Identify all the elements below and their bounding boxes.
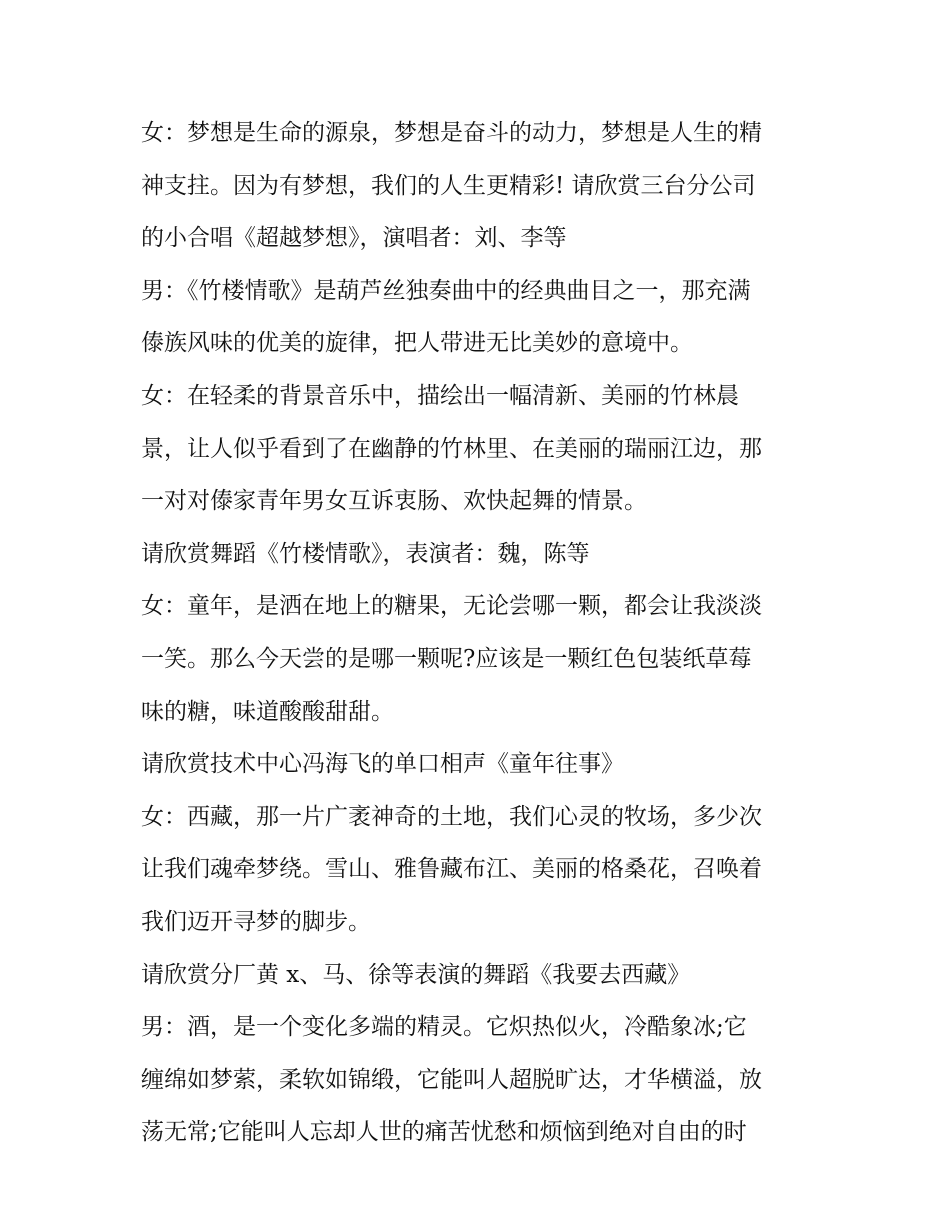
text-line: 男：酒，是一个变化多端的精灵。它炽热似火，冷酷象冰;它 bbox=[141, 1014, 747, 1041]
text-line: 的小合唱《超越梦想》，演唱者：刘、李等 bbox=[141, 225, 567, 252]
text-line: 女：童年，是洒在地上的糖果，无论尝哪一颗，都会让我淡淡 bbox=[141, 593, 762, 620]
text-line: 神支拄。因为有梦想，我们的人生更精彩! 请欣赏三台分公司 bbox=[141, 172, 756, 199]
text-line: 女：在轻柔的背景音乐中，描绘出一幅清新、美丽的竹林晨 bbox=[141, 382, 739, 409]
text-line: 缠绵如梦萦，柔软如锦缎，它能叫人超脱旷达，才华横溢，放 bbox=[141, 1066, 762, 1093]
text-line: 女：西藏，那一片广袤神奇的土地，我们心灵的牧场，多少次 bbox=[141, 803, 762, 830]
text-line: 一笑。那么今天尝的是哪一颗呢?应该是一颗红色包装纸草莓 bbox=[141, 645, 752, 672]
text-line: 味的糖，味道酸酸甜甜。 bbox=[141, 698, 394, 725]
text-line: 请欣赏舞蹈《竹楼情歌》，表演者：魏，陈等 bbox=[141, 540, 590, 567]
text-line: 请欣赏技术中心冯海飞的单口相声《童年往事》 bbox=[141, 751, 624, 778]
text-line: 让我们魂牵梦绕。雪山、雅鲁藏布江、美丽的格桑花，召唤着 bbox=[141, 856, 762, 883]
text-line: 荡无常;它能叫人忘却人世的痛苦忧愁和烦恼到绝对自由的时 bbox=[141, 1119, 747, 1146]
text-line: 一对对傣家青年男女互诉衷肠、欢快起舞的情景。 bbox=[141, 488, 647, 515]
text-line: 傣族风味的优美的旋律，把人带进无比美妙的意境中。 bbox=[141, 330, 693, 357]
text-line: 我们迈开寻梦的脚步。 bbox=[141, 908, 371, 935]
document-body bbox=[141, 107, 831, 1159]
text-line: 请欣赏分厂黄 x、马、徐等表演的舞蹈《我要去西藏》 bbox=[141, 961, 691, 988]
text-line: 女：梦想是生命的源泉，梦想是奋斗的动力，梦想是人生的精 bbox=[141, 120, 762, 146]
text-line: 男：《竹楼情歌》是葫芦丝独奏曲中的经典曲目之一，那充满 bbox=[141, 277, 751, 304]
text-line: 景，让人似乎看到了在幽静的竹林里、在美丽的瑞丽江边，那 bbox=[141, 435, 762, 462]
